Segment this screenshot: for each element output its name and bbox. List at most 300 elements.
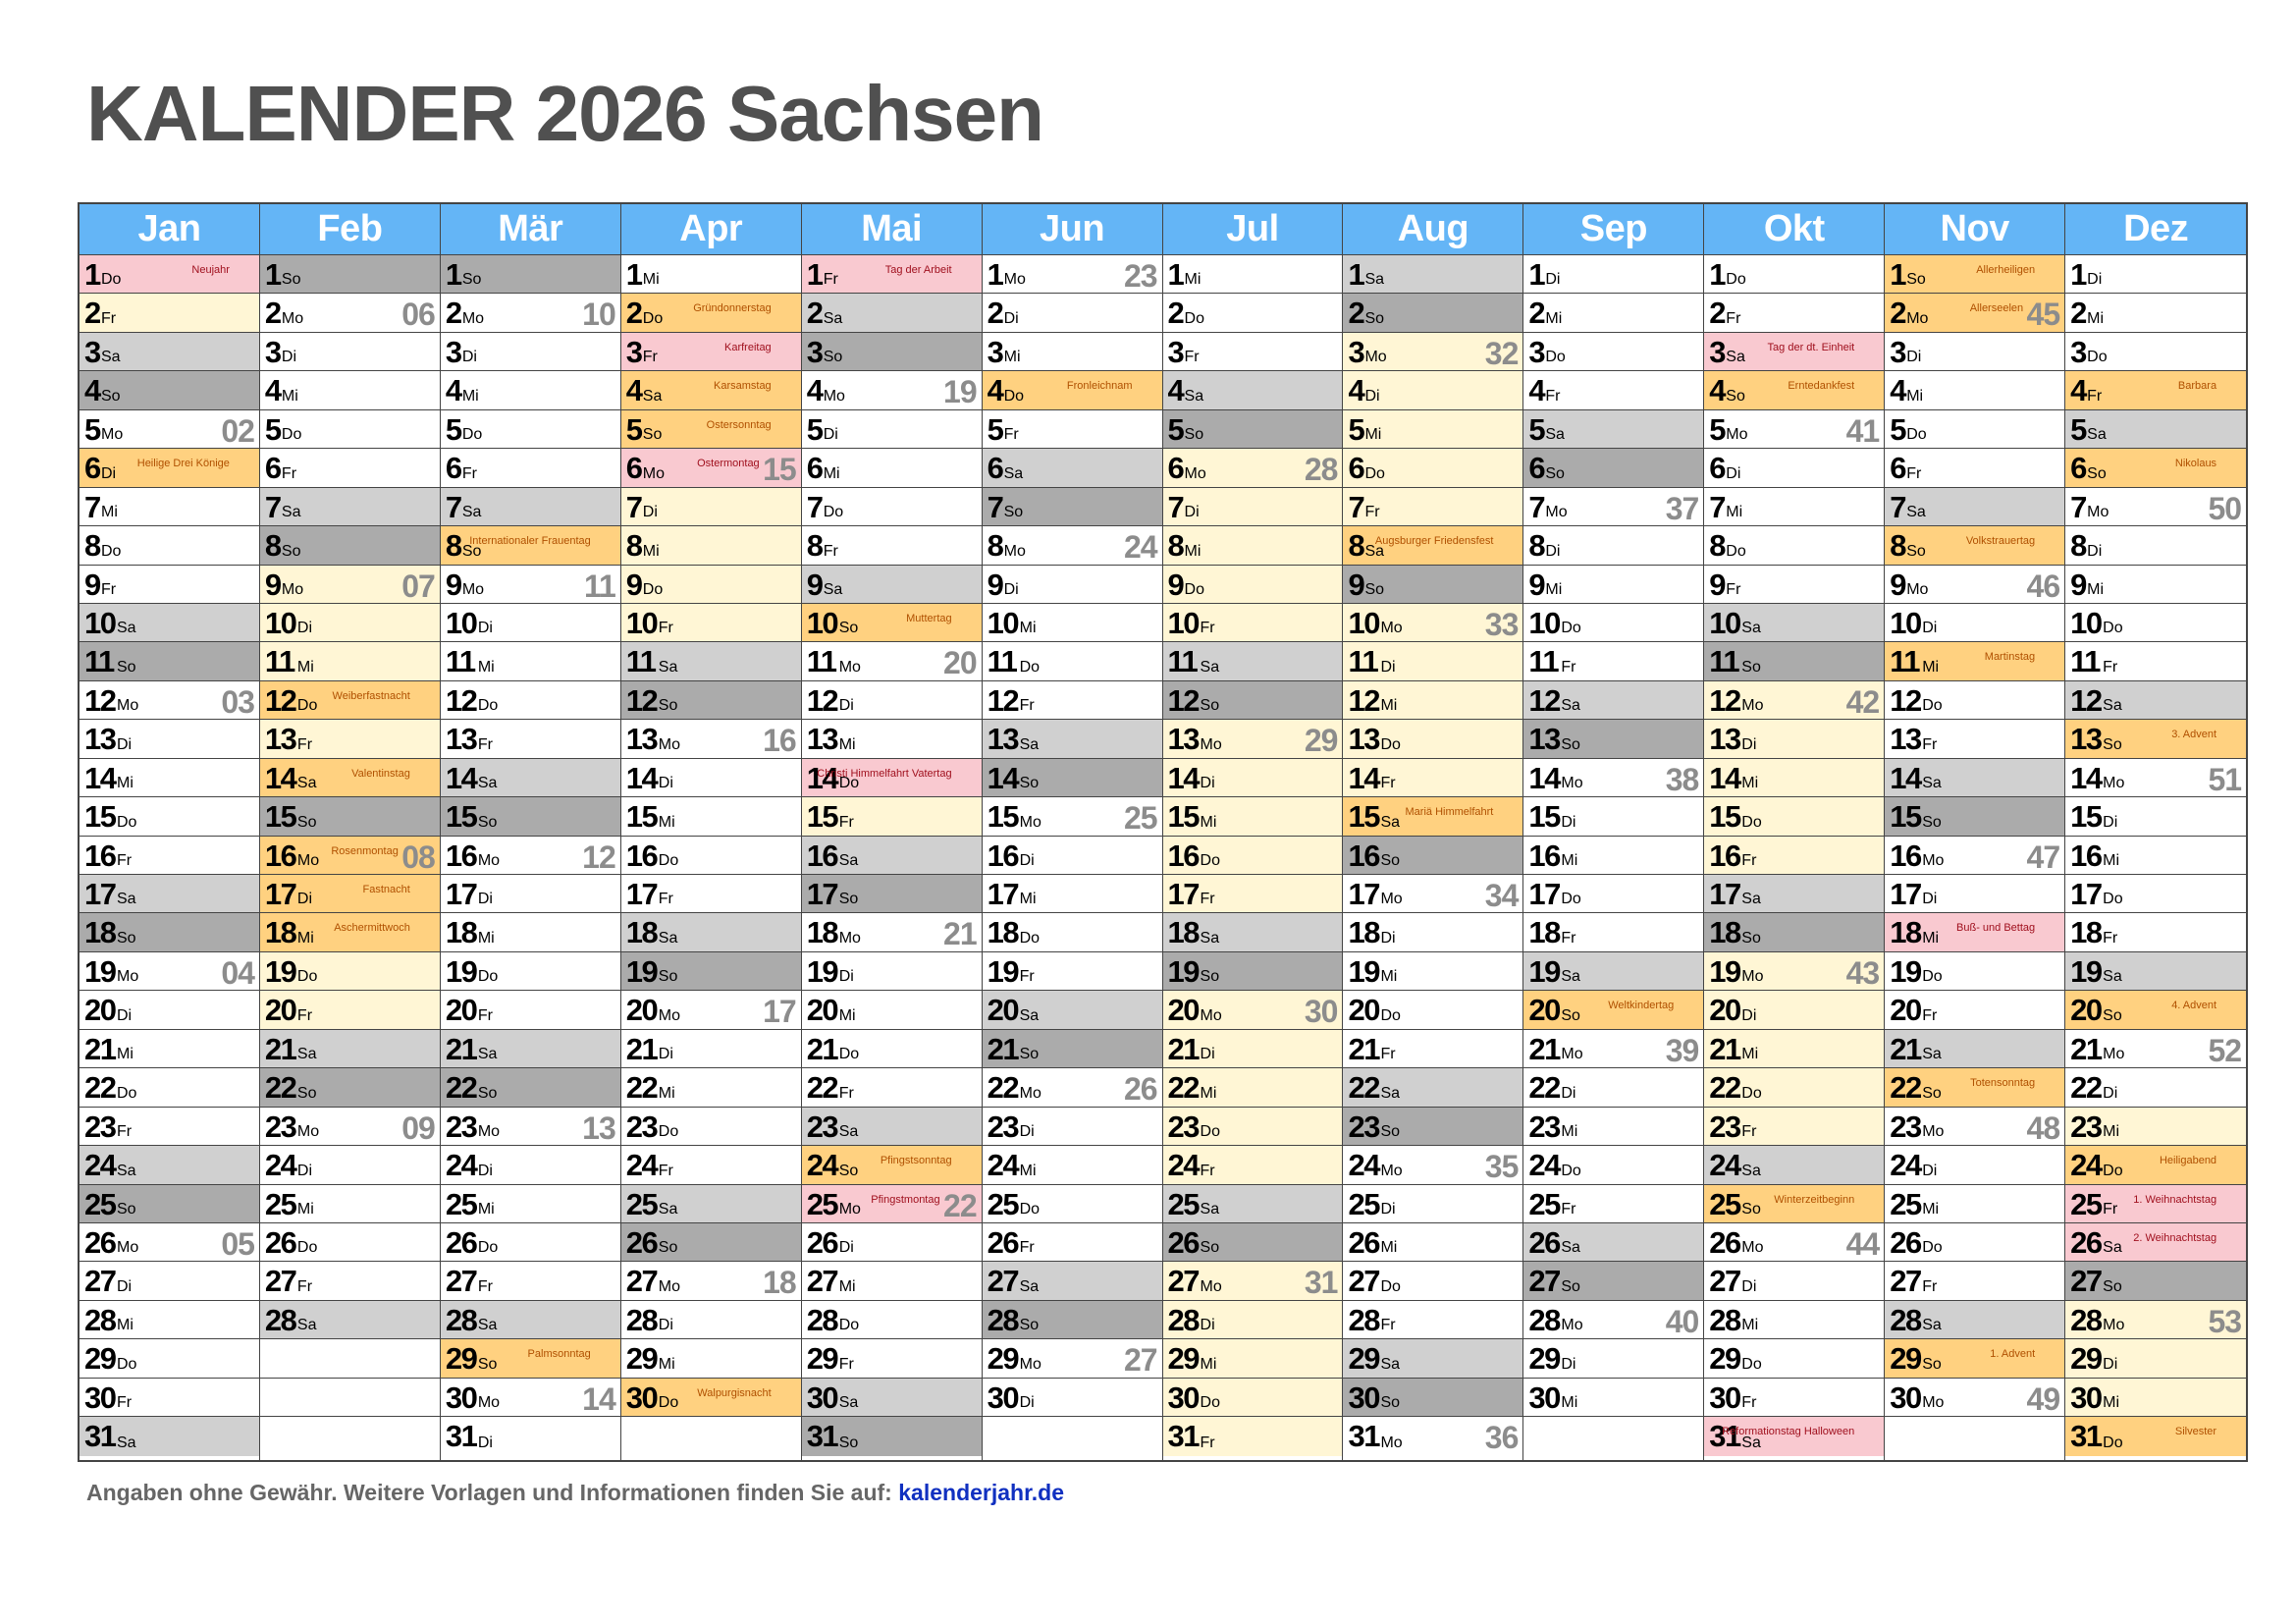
day-cell[interactable] [1523,681,1703,720]
day-cell[interactable] [2065,720,2246,758]
day-cell[interactable] [2065,1030,2246,1068]
day-cell[interactable] [1343,488,1522,526]
day-cell[interactable] [1163,720,1343,758]
day-cell[interactable] [802,371,982,409]
day-cell[interactable] [1163,566,1343,604]
day-cell[interactable] [441,952,620,991]
day-cell[interactable] [983,333,1162,371]
day-cell[interactable] [1163,255,1343,294]
day-cell[interactable] [621,449,801,487]
day-cell[interactable] [1704,1417,1884,1455]
day-cell[interactable] [260,952,440,991]
day-cell[interactable] [1163,1339,1343,1378]
day-cell[interactable] [2065,566,2246,604]
day-cell[interactable] [80,1108,259,1146]
day-cell[interactable] [2065,294,2246,332]
day-cell[interactable] [1885,410,2064,449]
day-cell[interactable] [983,526,1162,565]
day-cell[interactable] [80,1301,259,1339]
day-cell[interactable] [2065,1417,2246,1455]
day-cell[interactable] [1163,642,1343,680]
day-cell[interactable] [2065,991,2246,1029]
day-cell[interactable] [80,526,259,565]
day-cell[interactable] [1885,913,2064,951]
day-cell[interactable] [983,1301,1162,1339]
day-cell[interactable] [1885,488,2064,526]
day-cell[interactable] [2065,797,2246,836]
day-cell[interactable] [802,333,982,371]
day-cell[interactable] [621,642,801,680]
day-cell[interactable] [1704,449,1884,487]
day-cell[interactable] [983,294,1162,332]
day-cell[interactable] [621,333,801,371]
day-cell[interactable] [1885,1301,2064,1339]
day-cell[interactable] [260,566,440,604]
day-cell[interactable] [1343,566,1522,604]
day-cell[interactable] [1704,1223,1884,1262]
day-cell[interactable] [1523,1223,1703,1262]
day-cell[interactable] [802,1339,982,1378]
day-cell[interactable] [80,410,259,449]
day-cell[interactable] [260,333,440,371]
day-cell[interactable] [1885,1146,2064,1184]
day-cell[interactable] [441,1030,620,1068]
day-cell[interactable] [260,991,440,1029]
day-cell[interactable] [441,1379,620,1417]
day-cell[interactable] [1163,294,1343,332]
day-cell[interactable] [441,1262,620,1300]
day-cell[interactable] [1343,837,1522,875]
day-cell[interactable] [1343,294,1522,332]
day-cell[interactable] [80,681,259,720]
day-cell[interactable] [1523,759,1703,797]
day-cell[interactable] [1704,1262,1884,1300]
day-cell[interactable] [1343,913,1522,951]
day-cell[interactable] [260,1223,440,1262]
day-cell[interactable] [1704,1301,1884,1339]
day-cell[interactable] [1523,488,1703,526]
day-cell[interactable] [621,604,801,642]
day-cell[interactable] [1343,1301,1522,1339]
day-cell[interactable] [802,797,982,836]
day-cell[interactable] [1343,449,1522,487]
day-cell[interactable] [983,1108,1162,1146]
day-cell[interactable] [983,255,1162,294]
day-cell[interactable] [441,1339,620,1378]
day-cell[interactable] [1704,294,1884,332]
day-cell[interactable] [1343,526,1522,565]
footer-link[interactable]: kalenderjahr.de [898,1480,1064,1505]
day-cell[interactable] [1343,720,1522,758]
day-cell[interactable] [802,1301,982,1339]
day-cell[interactable] [1523,1301,1703,1339]
day-cell[interactable] [1163,333,1343,371]
day-cell[interactable] [1163,913,1343,951]
day-cell[interactable] [1523,837,1703,875]
day-cell[interactable] [1523,566,1703,604]
day-cell[interactable] [2065,681,2246,720]
day-cell[interactable] [1163,449,1343,487]
day-cell[interactable] [802,410,982,449]
day-cell[interactable] [1163,1185,1343,1223]
day-cell[interactable] [621,991,801,1029]
day-cell[interactable] [621,1339,801,1378]
day-cell[interactable] [1523,952,1703,991]
day-cell[interactable] [1523,255,1703,294]
day-cell[interactable] [1704,488,1884,526]
day-cell[interactable] [621,681,801,720]
day-cell[interactable] [80,1223,259,1262]
day-cell[interactable] [802,1185,982,1223]
day-cell[interactable] [80,875,259,913]
day-cell[interactable] [441,1417,620,1455]
day-cell[interactable] [802,1262,982,1300]
day-cell[interactable] [441,875,620,913]
day-cell[interactable] [1885,526,2064,565]
day-cell[interactable] [621,759,801,797]
day-cell[interactable] [983,604,1162,642]
day-cell[interactable] [621,566,801,604]
day-cell[interactable] [80,952,259,991]
day-cell[interactable] [1523,991,1703,1029]
day-cell[interactable] [1163,875,1343,913]
day-cell[interactable] [1704,1185,1884,1223]
day-cell[interactable] [983,1030,1162,1068]
day-cell[interactable] [802,952,982,991]
day-cell[interactable] [802,913,982,951]
day-cell[interactable] [1704,875,1884,913]
day-cell[interactable] [983,566,1162,604]
day-cell[interactable] [621,797,801,836]
day-cell[interactable] [441,991,620,1029]
day-cell[interactable] [260,797,440,836]
day-cell[interactable] [621,410,801,449]
day-cell[interactable] [1343,1068,1522,1107]
day-cell[interactable] [1704,526,1884,565]
day-cell[interactable] [1343,1146,1522,1184]
day-cell[interactable] [1163,488,1343,526]
day-cell[interactable] [2065,371,2246,409]
day-cell[interactable] [621,1068,801,1107]
day-cell[interactable] [260,681,440,720]
day-cell[interactable] [1163,1301,1343,1339]
day-cell[interactable] [802,449,982,487]
day-cell[interactable] [983,1146,1162,1184]
day-cell[interactable] [80,488,259,526]
day-cell[interactable] [1885,255,2064,294]
day-cell[interactable] [441,255,620,294]
day-cell[interactable] [441,759,620,797]
day-cell[interactable] [1704,1379,1884,1417]
day-cell[interactable] [441,1108,620,1146]
day-cell[interactable] [621,371,801,409]
day-cell[interactable] [1163,759,1343,797]
day-cell[interactable] [983,642,1162,680]
day-cell[interactable] [1343,371,1522,409]
day-cell[interactable] [802,1379,982,1417]
day-cell[interactable] [802,1108,982,1146]
day-cell[interactable] [1704,1068,1884,1107]
day-cell[interactable] [1704,720,1884,758]
day-cell[interactable] [80,913,259,951]
day-cell[interactable] [1343,642,1522,680]
day-cell[interactable] [621,1108,801,1146]
day-cell[interactable] [1885,333,2064,371]
day-cell[interactable] [983,759,1162,797]
day-cell[interactable] [1885,1108,2064,1146]
day-cell[interactable] [802,1417,982,1455]
day-cell[interactable] [80,991,259,1029]
day-cell[interactable] [1885,371,2064,409]
day-cell[interactable] [1523,294,1703,332]
day-cell[interactable] [621,837,801,875]
day-cell[interactable] [802,526,982,565]
day-cell[interactable] [441,1223,620,1262]
day-cell[interactable] [1885,759,2064,797]
day-cell[interactable] [2065,952,2246,991]
day-cell[interactable] [983,720,1162,758]
day-cell[interactable] [621,875,801,913]
day-cell[interactable] [1343,681,1522,720]
day-cell[interactable] [2065,1262,2246,1300]
day-cell[interactable] [1885,991,2064,1029]
day-cell[interactable] [802,681,982,720]
day-cell[interactable] [441,797,620,836]
day-cell[interactable] [1704,1030,1884,1068]
day-cell[interactable] [802,720,982,758]
day-cell[interactable] [1523,797,1703,836]
day-cell[interactable] [260,1108,440,1146]
day-cell[interactable] [802,642,982,680]
day-cell[interactable] [1885,875,2064,913]
day-cell[interactable] [1163,526,1343,565]
day-cell[interactable] [2065,333,2246,371]
day-cell[interactable] [2065,1068,2246,1107]
day-cell[interactable] [621,255,801,294]
day-cell[interactable] [441,681,620,720]
day-cell[interactable] [802,759,982,797]
day-cell[interactable] [1523,449,1703,487]
day-cell[interactable] [441,642,620,680]
day-cell[interactable] [1163,1068,1343,1107]
day-cell[interactable] [80,566,259,604]
day-cell[interactable] [2065,837,2246,875]
day-cell[interactable] [802,604,982,642]
day-cell[interactable] [2065,1301,2246,1339]
day-cell[interactable] [983,410,1162,449]
day-cell[interactable] [1885,642,2064,680]
day-cell[interactable] [1163,797,1343,836]
day-cell[interactable] [802,1068,982,1107]
day-cell[interactable] [983,681,1162,720]
day-cell[interactable] [1343,759,1522,797]
day-cell[interactable] [1704,837,1884,875]
day-cell[interactable] [983,1223,1162,1262]
day-cell[interactable] [1885,1223,2064,1262]
day-cell[interactable] [1704,604,1884,642]
day-cell[interactable] [441,1068,620,1107]
day-cell[interactable] [802,255,982,294]
day-cell[interactable] [621,1223,801,1262]
day-cell[interactable] [983,1379,1162,1417]
day-cell[interactable] [2065,604,2246,642]
day-cell[interactable] [621,1030,801,1068]
day-cell[interactable] [1523,1108,1703,1146]
day-cell[interactable] [1704,333,1884,371]
day-cell[interactable] [983,913,1162,951]
day-cell[interactable] [80,255,259,294]
day-cell[interactable] [260,371,440,409]
day-cell[interactable] [621,952,801,991]
day-cell[interactable] [1704,642,1884,680]
day-cell[interactable] [983,449,1162,487]
day-cell[interactable] [983,1339,1162,1378]
day-cell[interactable] [1885,1339,2064,1378]
day-cell[interactable] [1523,1379,1703,1417]
day-cell[interactable] [441,837,620,875]
day-cell[interactable] [441,913,620,951]
day-cell[interactable] [621,913,801,951]
day-cell[interactable] [260,720,440,758]
day-cell[interactable] [621,720,801,758]
day-cell[interactable] [802,566,982,604]
day-cell[interactable] [1343,1185,1522,1223]
day-cell[interactable] [1163,1108,1343,1146]
day-cell[interactable] [80,837,259,875]
day-cell[interactable] [621,1185,801,1223]
day-cell[interactable] [1163,371,1343,409]
day-cell[interactable] [2065,1185,2246,1223]
day-cell[interactable] [802,488,982,526]
day-cell[interactable] [260,255,440,294]
day-cell[interactable] [1343,333,1522,371]
day-cell[interactable] [1523,371,1703,409]
day-cell[interactable] [2065,875,2246,913]
day-cell[interactable] [1885,1262,2064,1300]
day-cell[interactable] [983,1185,1162,1223]
day-cell[interactable] [983,1262,1162,1300]
day-cell[interactable] [1343,1417,1522,1455]
day-cell[interactable] [1523,410,1703,449]
day-cell[interactable] [1704,1339,1884,1378]
day-cell[interactable] [260,1301,440,1339]
day-cell[interactable] [1343,1108,1522,1146]
day-cell[interactable] [441,294,620,332]
day-cell[interactable] [441,604,620,642]
day-cell[interactable] [260,837,440,875]
day-cell[interactable] [1163,952,1343,991]
day-cell[interactable] [1343,1262,1522,1300]
day-cell[interactable] [983,797,1162,836]
day-cell[interactable] [260,294,440,332]
day-cell[interactable] [2065,642,2246,680]
day-cell[interactable] [983,991,1162,1029]
day-cell[interactable] [260,1185,440,1223]
day-cell[interactable] [1885,294,2064,332]
day-cell[interactable] [441,488,620,526]
day-cell[interactable] [1163,1417,1343,1455]
day-cell[interactable] [1704,991,1884,1029]
day-cell[interactable] [260,1262,440,1300]
day-cell[interactable] [802,837,982,875]
day-cell[interactable] [802,1146,982,1184]
day-cell[interactable] [260,526,440,565]
day-cell[interactable] [441,371,620,409]
day-cell[interactable] [1523,1185,1703,1223]
day-cell[interactable] [1704,371,1884,409]
day-cell[interactable] [1523,333,1703,371]
day-cell[interactable] [1163,991,1343,1029]
day-cell[interactable] [260,759,440,797]
day-cell[interactable] [1523,642,1703,680]
day-cell[interactable] [2065,1108,2246,1146]
day-cell[interactable] [621,1262,801,1300]
day-cell[interactable] [80,1262,259,1300]
day-cell[interactable] [802,1030,982,1068]
day-cell[interactable] [621,488,801,526]
day-cell[interactable] [1163,1379,1343,1417]
day-cell[interactable] [260,1068,440,1107]
day-cell[interactable] [441,449,620,487]
day-cell[interactable] [1343,255,1522,294]
day-cell[interactable] [1885,1068,2064,1107]
day-cell[interactable] [80,1417,259,1455]
day-cell[interactable] [260,488,440,526]
day-cell[interactable] [2065,449,2246,487]
day-cell[interactable] [2065,759,2246,797]
day-cell[interactable] [80,1030,259,1068]
day-cell[interactable] [1704,566,1884,604]
day-cell[interactable] [1885,837,2064,875]
day-cell[interactable] [2065,913,2246,951]
day-cell[interactable] [80,371,259,409]
day-cell[interactable] [441,526,620,565]
day-cell[interactable] [1704,1108,1884,1146]
day-cell[interactable] [260,410,440,449]
day-cell[interactable] [2065,1339,2246,1378]
day-cell[interactable] [1523,526,1703,565]
day-cell[interactable] [260,449,440,487]
day-cell[interactable] [1885,1379,2064,1417]
day-cell[interactable] [80,1146,259,1184]
day-cell[interactable] [983,837,1162,875]
day-cell[interactable] [260,1030,440,1068]
day-cell[interactable] [1523,604,1703,642]
day-cell[interactable] [2065,410,2246,449]
day-cell[interactable] [621,526,801,565]
day-cell[interactable] [260,642,440,680]
day-cell[interactable] [80,720,259,758]
day-cell[interactable] [1343,1339,1522,1378]
day-cell[interactable] [983,488,1162,526]
day-cell[interactable] [80,797,259,836]
day-cell[interactable] [802,294,982,332]
day-cell[interactable] [1704,410,1884,449]
day-cell[interactable] [1885,720,2064,758]
day-cell[interactable] [260,875,440,913]
day-cell[interactable] [1523,1068,1703,1107]
day-cell[interactable] [1704,255,1884,294]
day-cell[interactable] [621,294,801,332]
day-cell[interactable] [1704,913,1884,951]
day-cell[interactable] [1523,1030,1703,1068]
day-cell[interactable] [441,1146,620,1184]
day-cell[interactable] [1343,1030,1522,1068]
day-cell[interactable] [1704,1146,1884,1184]
day-cell[interactable] [802,875,982,913]
day-cell[interactable] [1163,1030,1343,1068]
day-cell[interactable] [1343,1223,1522,1262]
